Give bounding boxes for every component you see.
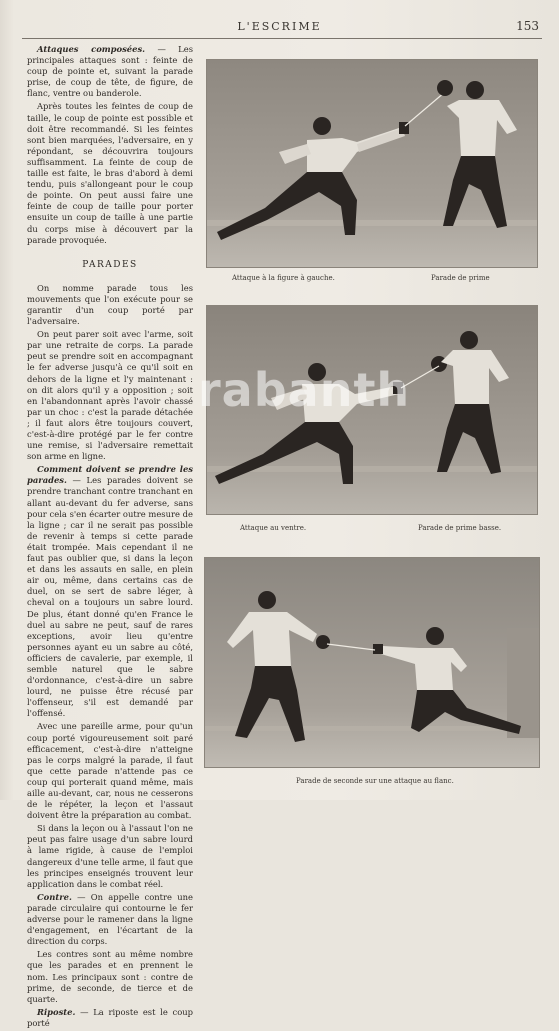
paragraph-comment-parades: Comment doivent se prendre les parades. — Les parades doivent se prendre tranchant contre tranchant en allant au-devant du fer adverse, sans pour cela s'en écarter outre mesure de la ligne ; car il ne serait pas possible de revenir à temps si cette parade était trompée. Mais cependant il ne faut pas oublier que, si dans la leçon et dans les assauts en salle, en plein air ou, même, dans certains cas de duel, on se sert de sabre léger, à cheval on a toujours un sabre lourd. De plus, étant donné qu'en France le duel au sabre ne peut, sauf de rares exceptions, avoir lieu qu'entre personnes ayant eu un sabre au côté, officiers de cavalerie, par exemple, il semble naturel que le sabre d'ordonnance, c'est-à-dire un sabre lourd, ne puisse être récusé par l'offenseur, s'il est demandé par l'offensé. xyxy=(27,464,193,719)
text-column xyxy=(27,44,193,1031)
paragraph: Les contres sont au même nombre que les parades et en prennent le nom. Les principaux sont : contre de prime, de seconde, de tierce et de quarte. xyxy=(27,949,193,1004)
running-title: L'ESCRIME xyxy=(237,20,322,33)
section-title: PARADES xyxy=(82,259,138,270)
caption-photo3: Parade de seconde sur une attaque au flanc. xyxy=(296,777,454,785)
paragraph-riposte: Riposte. — La riposte est le coup porté xyxy=(27,1006,193,1028)
paragraph-attaques-composees: Attaques composées. — Les principales attaques sont : feinte de coup de pointe et, suivant la parade prise, de coup de tête, de figure, de flanc, ventre ou banderole. xyxy=(27,44,193,99)
caption-photo1-left: Attaque à la figure à gauche. xyxy=(232,274,335,282)
paragraph: Si dans la leçon ou à l'assaut l'on ne peut pas faire usage d'un sabre lourd à lame rigide, à cause de l'emploi dangereux d'une telle arme, il faut que les principes enseignés trouvent leur application dans le combat réel. xyxy=(27,823,193,889)
paragraph: Avec une pareille arme, pour qu'un coup porté vigoureusement soit paré efficacement, c'est-à-dire n'atteigne pas le corps malgré la parade, il faut que cette parade n'attende pas ce coup qui porterait quand même, mais aille au-devant, car, nous ne cesserons de le répéter, la leçon et l'assaut doivent être la préparation au combat. xyxy=(27,721,193,821)
header-rule xyxy=(22,38,542,39)
page-header xyxy=(0,18,559,36)
paragraph-contre: Contre. — On appelle contre une parade circulaire qui contourne le fer adverse pour le ramener dans la ligne d'engagement, en l'écartant de la direction du corps. xyxy=(27,891,193,947)
caption-photo2-left: Attaque au ventre. xyxy=(240,524,307,532)
watermark: rabanth xyxy=(198,363,411,417)
paragraph: On peut parer soit avec l'arme, soit par une retraite de corps. La parade peut se prendre soit en accompagnant le fer adverse jusqu'à ce qu'il soit en dehors de la ligne et l'y maintenant : on dit alors qu'il y a opposition ; soit en l'abandonnant après l'avoir chassé par un choc : c'est la parade détachée ; il faut alors être toujours couvert, c'est-à-dire protégé par le fer contre une remise, si l'adversaire remettait son arme en ligne. xyxy=(27,329,193,462)
photo-parade-seconde xyxy=(205,558,539,767)
paragraph: Après toutes les feintes de coup de taille, le coup de pointe est possible et doit être recommandé. Si les feintes sont bien marquées, l'adversaire, en y répondant, se découvrira toujours suffisamment. La feinte de coup de taille est faite, le bras d'abord à demi tendu, puis s'allongeant pour le coup de pointe. On peut aussi faire une feinte de coup de taille pour porter ensuite un coup de taille à une partie du corps mise à découvert par la parade provoquée. xyxy=(27,101,193,245)
paragraph: On nomme parade tous les mouvements que l'on exécute pour se garantir d'un coup porté par l'adversaire. xyxy=(27,282,193,327)
caption-photo1-right: Parade de prime xyxy=(431,274,490,282)
page-number: 153 xyxy=(516,19,539,33)
photo-attaque-figure xyxy=(207,60,537,267)
caption-photo2-right: Parade de prime basse. xyxy=(418,524,502,532)
